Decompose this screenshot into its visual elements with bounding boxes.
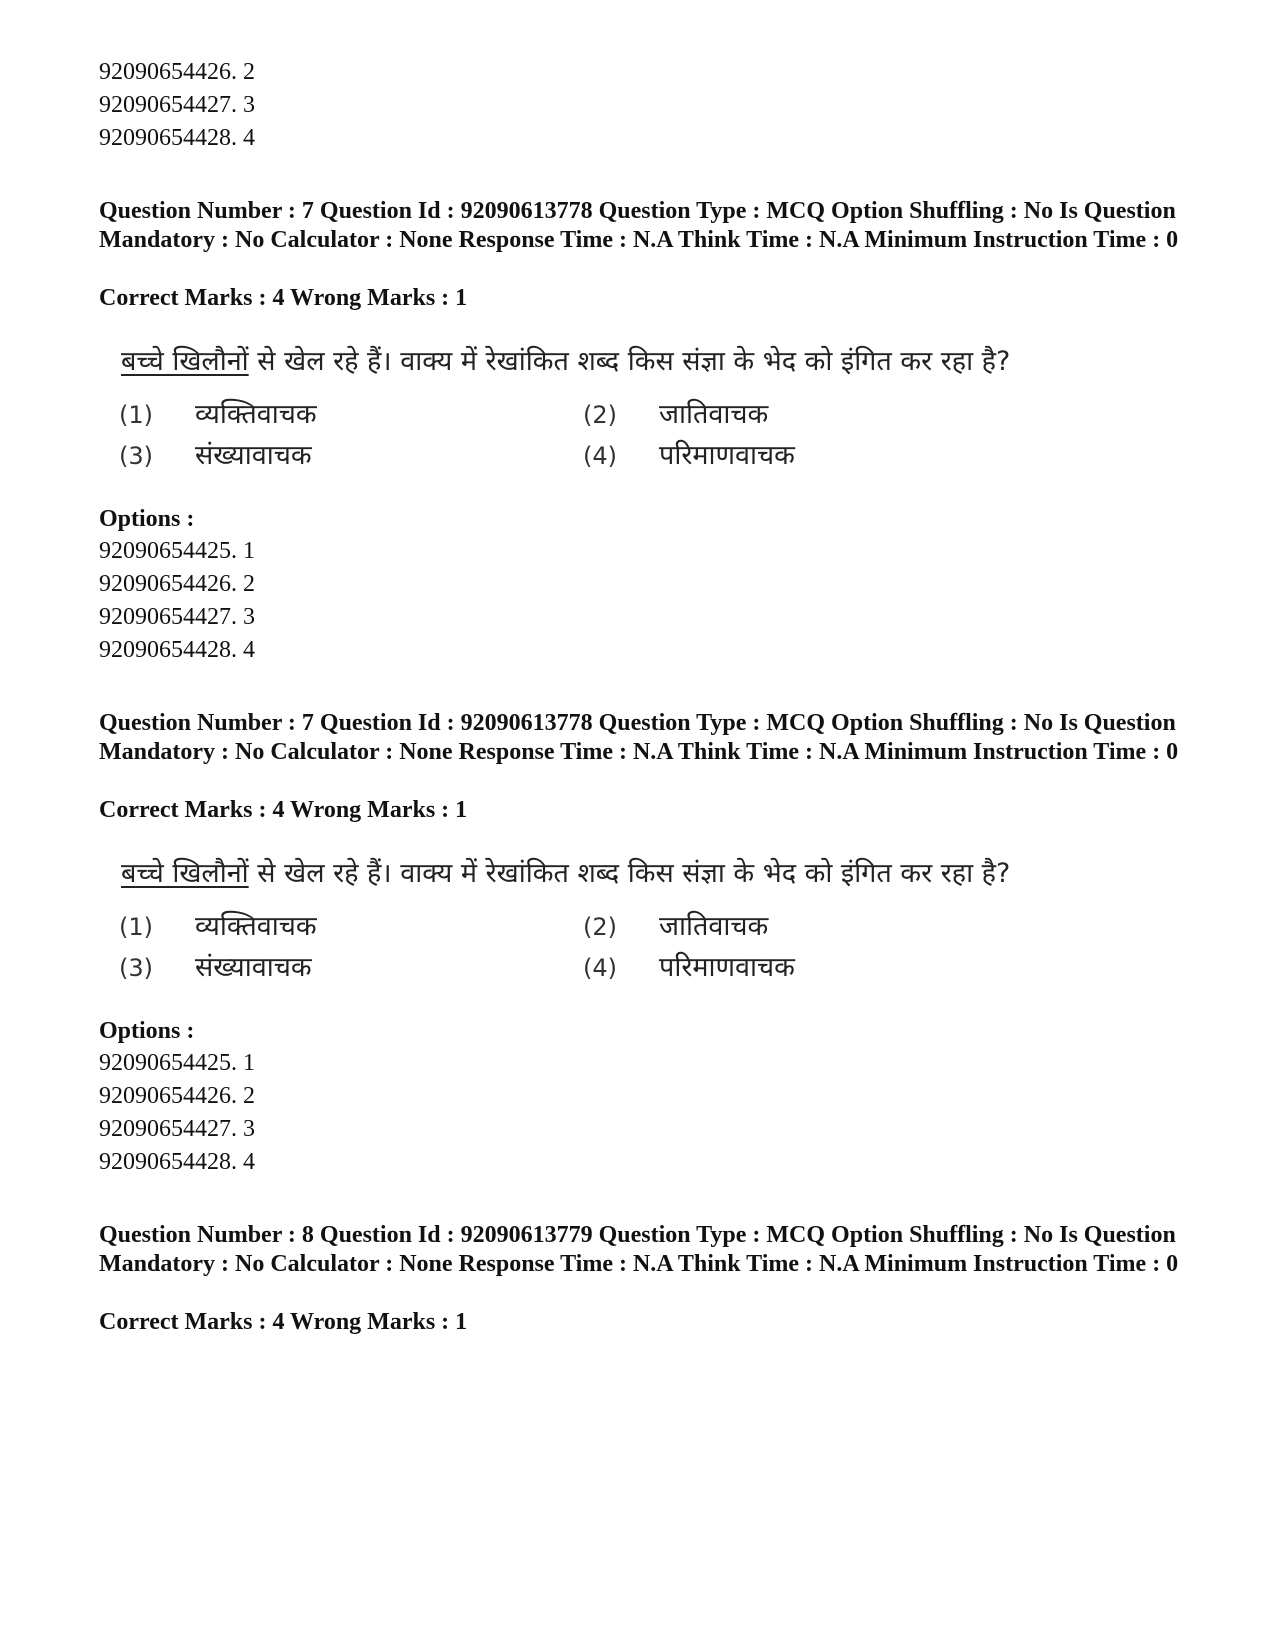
options-label: Options : <box>99 1018 195 1044</box>
option-line: 92090654427. 3 <box>99 1116 255 1142</box>
stem-text: से खेल रहे हैं। वाक्य में रेखांकित शब्द किस संज्ञा के भेद को इंगित कर रहा है? <box>248 858 1011 889</box>
marks-line: Correct Marks : 4 Wrong Marks : 1 <box>99 1309 468 1335</box>
marks-line: Correct Marks : 4 Wrong Marks : 1 <box>99 285 468 311</box>
option-line: 92090654428. 4 <box>99 637 255 663</box>
choice-1: (1) व्यक्तिवाचक <box>119 911 317 942</box>
options-label: Options : <box>99 506 195 532</box>
option-line: 92090654425. 1 <box>99 538 255 564</box>
underlined-word: बच्चे खिलौनों <box>121 346 249 377</box>
question-stem <box>121 856 1010 892</box>
underlined-word: बच्चे खिलौनों <box>121 858 249 889</box>
choice-4: (4) परिमाणवाचक <box>583 952 795 983</box>
choice-2: (2) जातिवाचक <box>583 399 769 430</box>
question-header: Question Number : 7 Question Id : 92090613778 Question Type : MCQ Option Shuffling : No Is Question Mandatory : No Calculator : None Response Time : N.A Think Time : N.A Minimum Instruction Time : 0 <box>99 710 1179 765</box>
option-line: 92090654428. 4 <box>99 125 255 151</box>
option-line: 92090654426. 2 <box>99 571 255 597</box>
question-image <box>95 856 1025 1004</box>
question-image <box>95 344 1025 492</box>
option-line: 92090654427. 3 <box>99 92 255 118</box>
choice-3: (3) संख्यावाचक <box>119 440 312 471</box>
option-line: 92090654426. 2 <box>99 1083 255 1109</box>
question-stem <box>121 344 1010 380</box>
stem-text: से खेल रहे हैं। वाक्य में रेखांकित शब्द किस संज्ञा के भेद को इंगित कर रहा है? <box>248 346 1011 377</box>
option-line: 92090654425. 1 <box>99 1050 255 1076</box>
option-line: 92090654428. 4 <box>99 1149 255 1175</box>
question-header: Question Number : 7 Question Id : 92090613778 Question Type : MCQ Option Shuffling : No Is Question Mandatory : No Calculator : None Response Time : N.A Think Time : N.A Minimum Instruction Time : 0 <box>99 198 1179 253</box>
option-line: 92090654427. 3 <box>99 604 255 630</box>
choice-4: (4) परिमाणवाचक <box>583 440 795 471</box>
choice-3: (3) संख्यावाचक <box>119 952 312 983</box>
marks-line: Correct Marks : 4 Wrong Marks : 1 <box>99 797 468 823</box>
option-line: 92090654426. 2 <box>99 59 255 85</box>
question-header: Question Number : 8 Question Id : 92090613779 Question Type : MCQ Option Shuffling : No Is Question Mandatory : No Calculator : None Response Time : N.A Think Time : N.A Minimum Instruction Time : 0 <box>99 1222 1179 1277</box>
choice-1: (1) व्यक्तिवाचक <box>119 399 317 430</box>
choice-2: (2) जातिवाचक <box>583 911 769 942</box>
